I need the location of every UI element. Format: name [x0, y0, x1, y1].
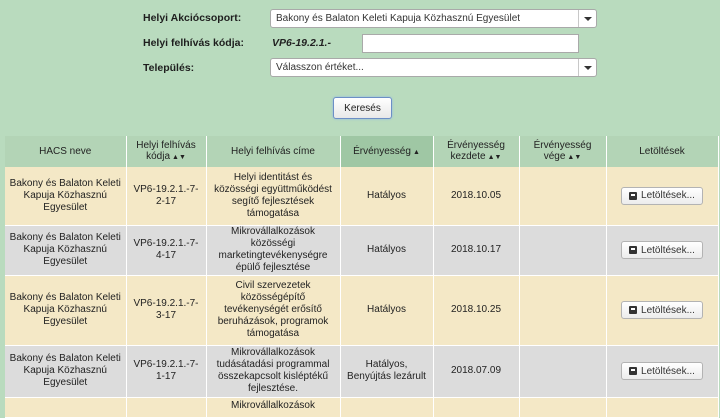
sort-icon: ▲▼ — [487, 154, 502, 161]
column-header-title[interactable]: Helyi felhívás címe — [206, 136, 340, 167]
action-group-value: Bakony és Balaton Keleti Kapuja Közhasznú Egyesület — [276, 13, 521, 24]
download-button[interactable]: Letöltések... — [621, 301, 703, 319]
save-icon — [629, 192, 637, 200]
sort-icon: ▲▼ — [172, 154, 186, 161]
column-header-code[interactable]: Helyi felhívás kódja ▲▼ — [126, 136, 206, 167]
search-button[interactable]: Keresés — [333, 97, 392, 119]
table-row — [5, 275, 718, 345]
cell-code: VP6-19.2.1.-7-3-17 — [126, 275, 206, 345]
cell-code: VP6-19.2.1.-7-2-17 — [126, 167, 206, 225]
cell-name: Bakony és Balaton Keleti Kapuja Közhasznú Egyesület — [5, 275, 126, 345]
action-group-label: Helyi Akciócsoport: — [143, 12, 242, 24]
cell-end — [519, 225, 606, 275]
settlement-select[interactable] — [270, 58, 597, 77]
sort-ascending-icon: ▲ — [412, 148, 420, 156]
sort-icon: ▲▼ — [567, 154, 582, 161]
cell-start — [433, 397, 519, 417]
cell-download — [606, 225, 718, 275]
download-button[interactable]: Letöltések... — [621, 362, 703, 380]
download-button[interactable]: Letöltések... — [621, 241, 703, 259]
cell-title: Mikrovállalkozások közösségi marketingtevékenységre épülő fejlesztése — [206, 225, 340, 275]
table-header-row — [5, 136, 718, 167]
cell-start: 2018.07.09 — [433, 345, 519, 397]
cell-validity: Hatályos — [340, 275, 433, 345]
cell-validity: Hatályos — [340, 225, 433, 275]
download-button[interactable]: Letöltések... — [621, 187, 703, 205]
cell-title: Helyi identitást és közösségi együttműködést segítő fejlesztések támogatása — [206, 167, 340, 225]
save-icon — [629, 367, 637, 375]
cell-name: Bakony és Balaton Keleti Kapuja Közhasznú Egyesület — [5, 167, 126, 225]
save-icon — [629, 246, 637, 254]
cell-download — [606, 167, 718, 225]
cell-start: 2018.10.05 — [433, 167, 519, 225]
cell-download — [606, 275, 718, 345]
cell-validity: Hatályos, Benyújtás lezárult — [340, 345, 433, 397]
column-header-end[interactable]: Érvényesség vége ▲▼ — [519, 136, 606, 167]
cell-validity: Hatályos — [340, 167, 433, 225]
cell-end — [519, 397, 606, 417]
cell-title: Mikrovállalkozások — [206, 397, 340, 417]
table-row — [5, 345, 718, 397]
settlement-label: Település: — [143, 62, 195, 74]
cell-download — [606, 397, 718, 417]
call-code-input[interactable] — [362, 34, 579, 53]
chevron-down-icon[interactable] — [578, 10, 596, 27]
cell-download — [606, 345, 718, 397]
cell-code: VP6-19.2.1.-7-1-17 — [126, 345, 206, 397]
table-row — [5, 225, 718, 275]
column-header-validity[interactable]: Érvényesség ▲ — [340, 136, 433, 167]
cell-code: VP6-19.2.1.-7-4-17 — [126, 225, 206, 275]
cell-name — [5, 397, 126, 417]
cell-start: 2018.10.17 — [433, 225, 519, 275]
call-code-prefix: VP6-19.2.1.- — [272, 37, 331, 49]
table-row — [5, 167, 718, 225]
cell-end — [519, 345, 606, 397]
cell-validity — [340, 397, 433, 417]
cell-name: Bakony és Balaton Keleti Kapuja Közhasznú Egyesület — [5, 345, 126, 397]
cell-end — [519, 275, 606, 345]
cell-title: Mikrovállalkozások tudásátadási programmal összekapcsolt kisléptékű fejlesztése. — [206, 345, 340, 397]
call-code-label: Helyi felhívás kódja: — [143, 37, 244, 49]
chevron-down-icon[interactable] — [578, 59, 596, 76]
settlement-placeholder: Válasszon értéket... — [276, 62, 364, 73]
cell-end — [519, 167, 606, 225]
results-table — [5, 136, 719, 418]
cell-name: Bakony és Balaton Keleti Kapuja Közhasznú Egyesület — [5, 225, 126, 275]
action-group-select[interactable] — [270, 9, 597, 28]
column-header-name[interactable]: HACS neve — [5, 136, 126, 167]
cell-code — [126, 397, 206, 417]
column-header-start[interactable]: Érvényesség kezdete ▲▼ — [433, 136, 519, 167]
cell-start: 2018.10.25 — [433, 275, 519, 345]
save-icon — [629, 306, 637, 314]
table-row — [5, 397, 718, 417]
cell-title: Civil szervezetek közösségépítő tevékenységét erősítő beruházások, programok támogatása — [206, 275, 340, 345]
column-header-downloads: Letöltések — [606, 136, 718, 167]
